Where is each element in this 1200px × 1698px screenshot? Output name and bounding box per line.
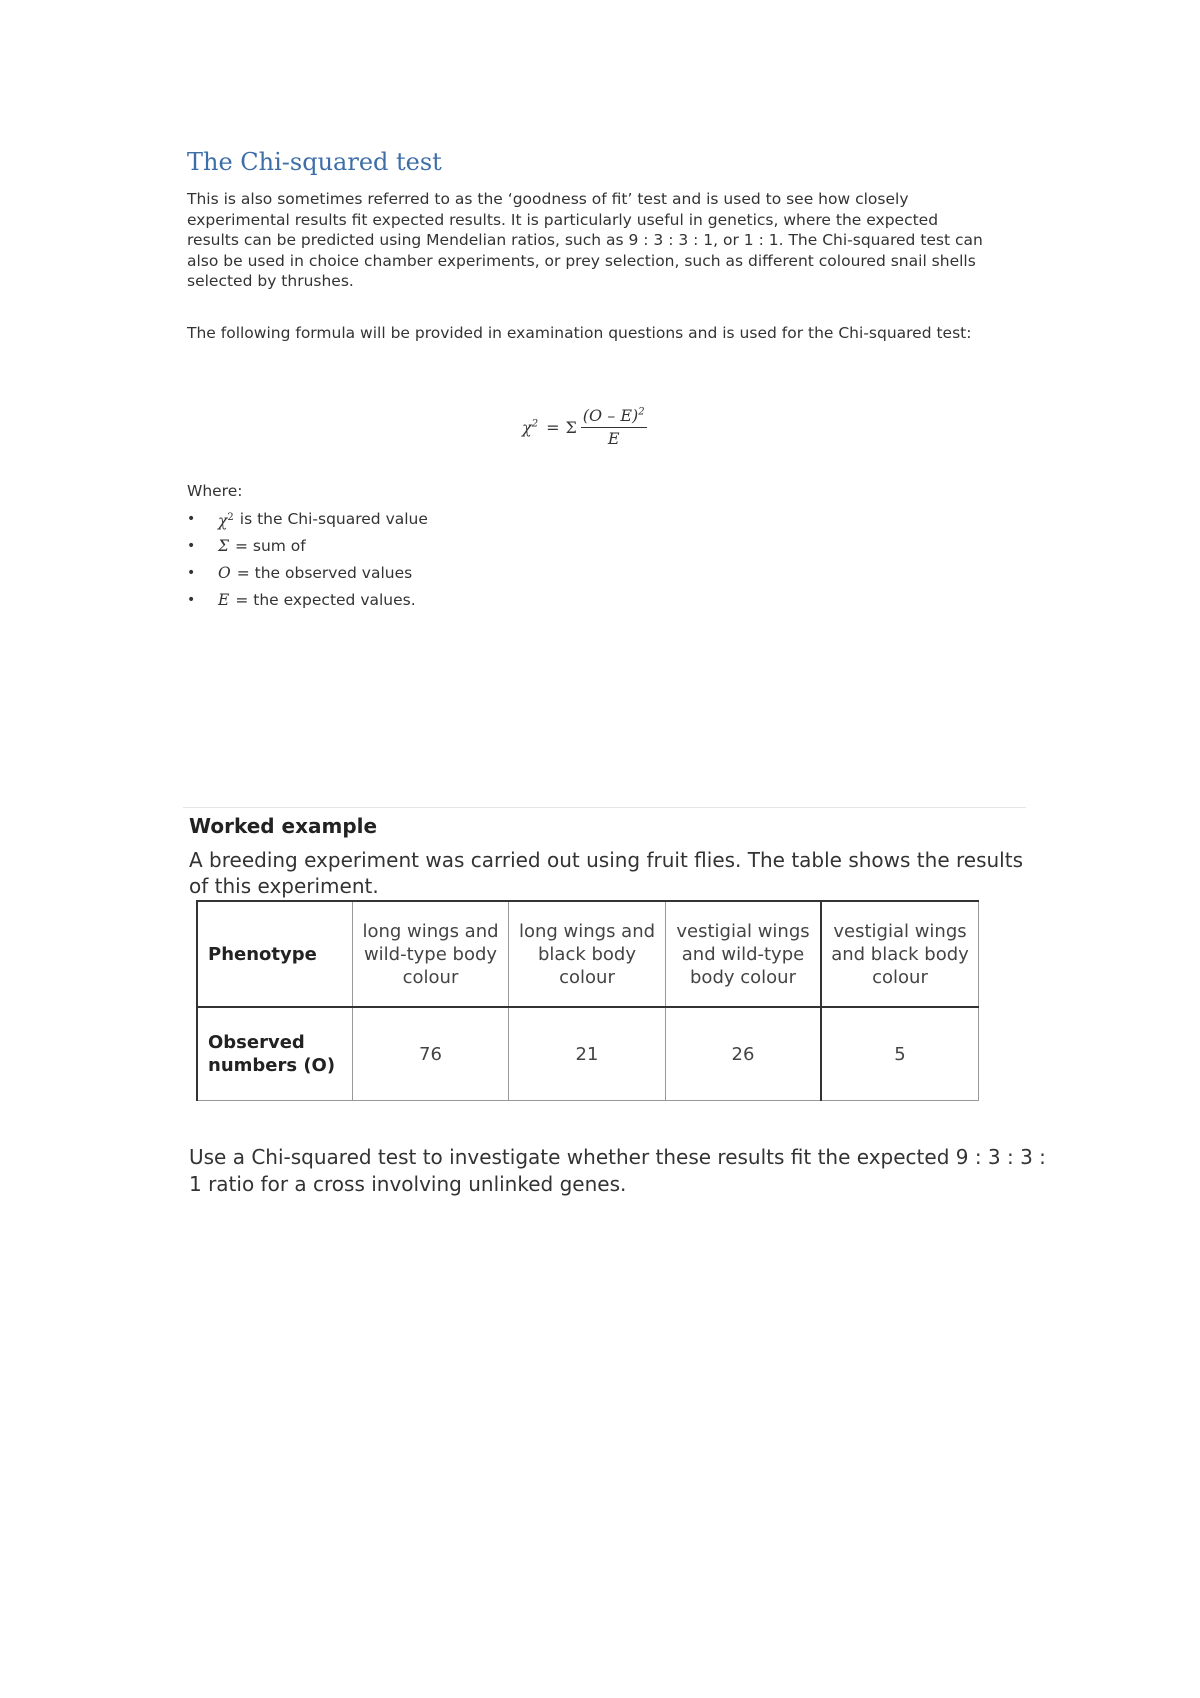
table-row bbox=[197, 901, 979, 1007]
table-column-header: long wings and black body colour bbox=[509, 901, 666, 1007]
table-cell: 21 bbox=[509, 1007, 666, 1101]
definition-symbol: O bbox=[218, 564, 231, 582]
list-item bbox=[187, 533, 428, 560]
bullet-icon: • bbox=[187, 565, 196, 581]
intro-paragraph: This is also sometimes referred to as the ‘goodness of fit’ test and is used to see how closely experimental results fit expected results. It is particularly useful in genetics, where the expected results can be predicted using Mendelian ratios, such as 9 : 3 : 3 : 1, or 1 : 1. The Chi-squared test can also be used in choice chamber experiments, or prey selection, such as different coloured snail shells selected by thrushes. bbox=[187, 190, 983, 290]
table-cell: 5 bbox=[821, 1007, 979, 1101]
worked-example-heading: Worked example bbox=[189, 814, 378, 838]
definition-text: = the expected values. bbox=[235, 591, 416, 609]
table-row-header: Phenotype bbox=[197, 901, 353, 1007]
section-divider bbox=[183, 807, 1026, 808]
list-item bbox=[187, 560, 428, 587]
formula-fraction bbox=[581, 406, 647, 448]
table-cell: 26 bbox=[666, 1007, 822, 1101]
formula-intro-paragraph: The following formula will be provided in examination questions and is used for the Chi-squared test: bbox=[187, 324, 972, 342]
bullet-icon: • bbox=[187, 538, 196, 554]
definition-symbol: E bbox=[218, 591, 230, 609]
table-column-header: vestigial wings and black body colour bbox=[821, 901, 979, 1007]
where-label: Where: bbox=[187, 482, 243, 500]
formula-sigma: Σ bbox=[565, 417, 577, 437]
bullet-icon: • bbox=[187, 511, 196, 527]
definition-text: = sum of bbox=[234, 537, 306, 555]
table-row-header: Observed numbers (O) bbox=[197, 1007, 353, 1101]
formula-denominator: E bbox=[607, 429, 620, 448]
table-cell: 76 bbox=[353, 1007, 509, 1101]
definition-list bbox=[187, 506, 428, 614]
formula-equals: = bbox=[546, 417, 560, 437]
list-item bbox=[187, 587, 428, 614]
formula-numerator: (O – E)$^2$ bbox=[581, 406, 647, 428]
table-column-header: vestigial wings and wild-type body colour bbox=[666, 901, 822, 1007]
definition-text: is the Chi-squared value bbox=[239, 510, 428, 528]
chi-squared-formula bbox=[522, 402, 647, 452]
page-title: The Chi-squared test bbox=[187, 148, 442, 176]
bullet-icon: • bbox=[187, 592, 196, 608]
definition-text: = the observed values bbox=[236, 564, 413, 582]
results-table bbox=[196, 900, 979, 1101]
definition-symbol: $\chi^2$ bbox=[218, 511, 234, 531]
question-text: Use a Chi-squared test to investigate whether these results fit the expected 9 : 3 : 3 : 1 ratio for a cross involving unlinked genes. bbox=[189, 1145, 1046, 1196]
table-row bbox=[197, 1007, 979, 1101]
table-column-header: long wings and wild-type body colour bbox=[353, 901, 509, 1007]
list-item bbox=[187, 506, 428, 533]
worked-example-text: A breeding experiment was carried out using fruit flies. The table shows the results of this experiment. bbox=[189, 848, 1023, 898]
definition-symbol: Σ bbox=[218, 537, 229, 555]
formula-lhs: $\chi^2$ bbox=[522, 417, 539, 437]
